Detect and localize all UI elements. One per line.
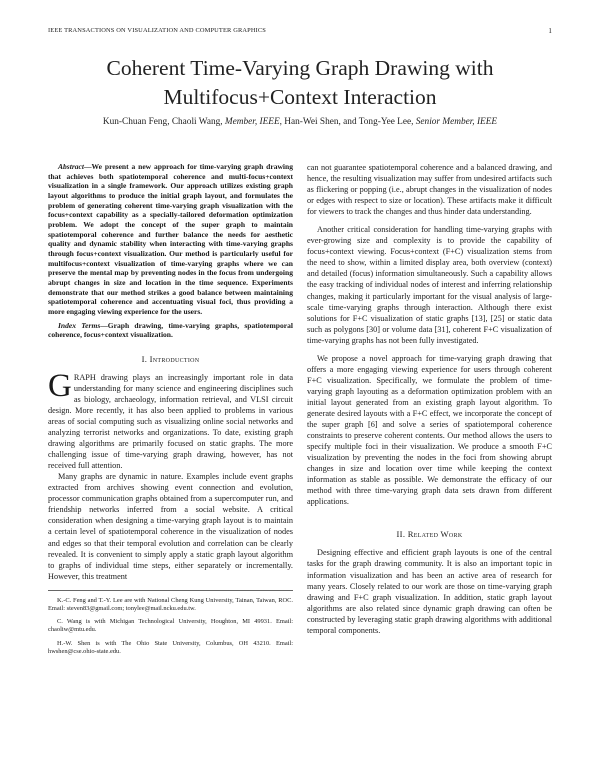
intro-paragraph-3: can not guarantee spatiotemporal coherence and a balanced drawing, and hence, the resulting visualization may suffer from undesired artifacts such as flickering or popping (i.e., abrupt changes in the visualization of nodes or edges with respect to size or location). These artifacts make it difficult for viewers to track the changes and thus hinder data understanding. xyxy=(307,163,552,217)
intro-paragraph-1 xyxy=(48,367,293,471)
footnote-3: H.-W. Shen is with The Ohio State University, Columbus, OH 43210. Email: hwshen@cse.ohio-state.edu. xyxy=(48,639,293,655)
right-column xyxy=(307,162,552,762)
abstract-text: —We present a new approach for time-varying graph drawing that achieves both spatiotemporal coherence and multi-focus+context visualization in a single framework. Our approach utilizes existing graph layout algorithms to produce the initial graph layout, and formulates the problem of generating coherent time-varying graph visualization with the focus+context capability as a specially-tailored deformation optimization problem. We adopt the concept of the super graph to maintain spatiotemporal coherence and further balance the needs for aesthetic quality and dynamic stability when interacting with time-varying graphs through focus+context visualization. Our method is particularly useful for multifocus+context visualization of time-varying graphs where we can preserve the mental map by preventing nodes in the focus from undergoing abrupt changes in size and location in the time sequence. Experiments demonstrate that our method strikes a good balance between maintaining spatiotemporal coherence and accentuating visual foci, thus providing a more engaging viewing experience for the users. xyxy=(48,162,293,316)
intro-paragraph-2: Many graphs are dynamic in nature. Examples include event graphs extracted from archives showing event connection and evolution, processor communication graphs obtained from a supercomputer run, and friendship networks inferred from a social website. A critical consideration when designing a time-varying graph layout is to maintain a certain level of spatiotemporal coherence in the visualization of nodes and edges so that their temporal evolution and correlation can be clearly revealed. It is convenient to simply apply a static graph layout algorithm to graphs of individual time steps, either separately or incrementally. However, this treatment xyxy=(48,472,293,581)
author-role-1: Member, IEEE xyxy=(224,117,280,127)
index-terms-text: —Graph drawing, time-varying graphs, spatiotemporal coherence, focus+context visualization. xyxy=(48,320,293,340)
footnote-divider xyxy=(48,590,293,591)
section-heading-related-work: II. Related Work xyxy=(396,529,463,540)
left-column xyxy=(48,162,293,762)
intro-paragraph-5: We propose a novel approach for time-varying graph drawing that offers a more engaging viewing experience for users through coherent F+C visualization. Specifically, we formulate the problem of time-varying graph layouting as a deformation optimization problem with an initial layout generated from an existing graph layout algorithm. To generate desired layouts with a F+C effect, we incorporate the concept of the super graph [6] and solve a series of spatiotemporal coherence constraints to preserve coherent contents. Our method allows the users to specify multiple foci in their visualization. We produce a smooth F+C visualization by preventing the nodes in the foci from showing abrupt changes in size and location over time while keeping the context information as stable as possible. We demonstrate the efficacy of our method with three time-varying graph data sets drawn from different applications. xyxy=(307,353,552,507)
index-terms-lead: Index Terms xyxy=(58,320,101,330)
drop-cap: G xyxy=(48,367,72,404)
title-line-2: Multifocus+Context Interaction xyxy=(163,85,437,109)
author-role-2: Senior Member, IEEE xyxy=(415,117,498,127)
intro-paragraph-4: Another critical consideration for handling time-varying graphs with ever-growing size and complexity is to provide the capability of focus+context viewing. Focus+context (F+C) visualization stems from the need to show, within a limited display area, both overview (context) and detailed (focus) information simultaneously. Such a capability allows the easy tracking of individual nodes of interest and inferring relationship changes, making it particularly important for the visual analysis of large-scale time-varying graphs through interaction. Although there exist solutions for F+C visualization of static graphs [13], [25] or static data such as polygons [30] or volume data [31], coherent F+C visualization of time-varying graphs has not been fully investigated. xyxy=(307,225,552,345)
abstract-lead: Abstract xyxy=(58,162,84,171)
journal-name: IEEE TRANSACTIONS ON VISUALIZATION AND COMPUTER GRAPHICS xyxy=(48,27,266,34)
paper-title xyxy=(40,54,560,112)
authors-part-2: , Han-Wei Shen, and Tong-Yee Lee, xyxy=(279,117,416,127)
footnote-1: K.-C. Feng and T.-Y. Lee are with National Cheng Kung University, Tainan, Taiwan, ROC. Email: steven83@gmail.com; tonylee@mail.ncku.edu.tw. xyxy=(48,596,293,612)
related-paragraph-1: Designing effective and efficient graph layouts is one of the central tasks for the graph drawing community. It is also an important topic in information visualization and has been an active area of research for many years. Closely related to our work are those on time-varying graph drawing and F+C graph visualization. In addition, static graph layout algorithms are also related since dynamic graph drawing can often be constructed by leveraging static graph drawing algorithms with additional temporal components. xyxy=(307,548,552,635)
index-terms xyxy=(48,321,293,340)
authors-part-1: Kun-Chuan Feng, Chaoli Wang, xyxy=(102,117,225,127)
title-line-1: Coherent Time-Varying Graph Drawing with xyxy=(106,56,494,80)
page-number: 1 xyxy=(548,27,552,35)
footnote-2: C. Wang is with Michigan Technological University, Houghton, MI 49931. Email: chaoliw@mtu.edu. xyxy=(48,618,293,634)
section-heading-introduction: I. Introduction xyxy=(141,353,200,364)
abstract xyxy=(48,162,293,317)
running-header xyxy=(48,27,552,37)
intro-p1-text: RAPH drawing plays an increasingly important role in data understanding for many science and engineering disciplines such as biology, archaeology, information retrieval, and VLSI circuit design. More recently, it has also been applied to problems in various areas of social computing such as visualizing online social networks and analyzing terrorist networks and organizations. To date, existing graph drawing algorithms are primarily focused on static graphs. The more challenging issue of time-varying graph drawing, however, has not received full attention. xyxy=(48,372,293,471)
footnotes xyxy=(48,597,293,656)
author-list xyxy=(30,117,570,127)
